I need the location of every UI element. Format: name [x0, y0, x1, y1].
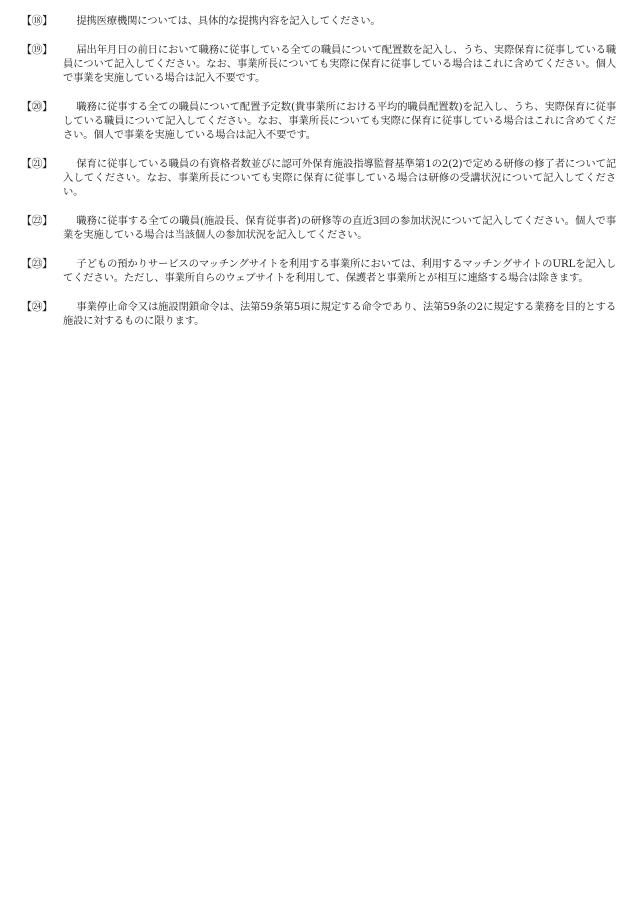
note-number: 【㉓】	[21, 256, 53, 270]
note-number: 【⑳】	[21, 99, 53, 113]
note-text: 職務に従事する全ての職員(施設長、保育従事者)の研修等の直近3回の参加状況について記入してください。個人で事業を実施している場合は当該個人の参加状況を記入してください。	[63, 215, 616, 242]
note-22	[21, 214, 616, 242]
note-text: 事業停止命令又は施設閉鎖命令は、法第59条第5項に規定する命令であり、法第59条の2に規定する業務を目的とする施設に対するものに限ります。	[63, 300, 616, 328]
note-number: 【⑱】	[21, 14, 53, 27]
note-text: 届出年月日の前日において職務に従事している全ての職員について配置数を記入し、うち、実際保育に従事している職員について記入してください。なお、事業所長についても実際に保育に従事している場合はこれに含めてください。個人で事業を実施している場合は記入不要です。	[63, 43, 616, 85]
note-number: 【⑲】	[21, 42, 53, 56]
note-24	[21, 300, 616, 328]
note-number: 【㉔】	[21, 299, 53, 313]
note-21	[21, 157, 616, 200]
note-text: 保育に従事している職員の有資格者数並びに認可外保育施設指導監督基準第1の2(2)で定める研修の修了者について記入してください。なお、事業所長についても実際に保育に従事している場合は研修の受講状況について記入してください。	[63, 157, 616, 199]
note-text: 職務に従事する全ての職員について配置予定数(貴事業所における平均的職員配置数)を記入し、うち、実際保育に従事している職員について記入してください。なお、事業所長についても実際に保育に従事している場合はこれに含めてください。個人で事業を実施している場合は記入不要です。	[63, 100, 616, 142]
note-23	[21, 257, 616, 285]
note-20	[21, 100, 616, 143]
note-text: 子どもの預かりサービスのマッチングサイトを利用する事業所においては、利用するマッチングサイトのURLを記入してください。ただし、事業所自らのウェブサイトを利用して、保護者と事業所とが相互に連絡する場合は除きます。	[63, 257, 616, 285]
note-text: 提携医療機関については、具体的な提携内容を記入してください。	[76, 15, 381, 27]
note-number: 【㉑】	[21, 156, 53, 170]
note-18	[21, 14, 616, 28]
note-number: 【㉒】	[21, 214, 53, 228]
note-19	[21, 43, 616, 86]
